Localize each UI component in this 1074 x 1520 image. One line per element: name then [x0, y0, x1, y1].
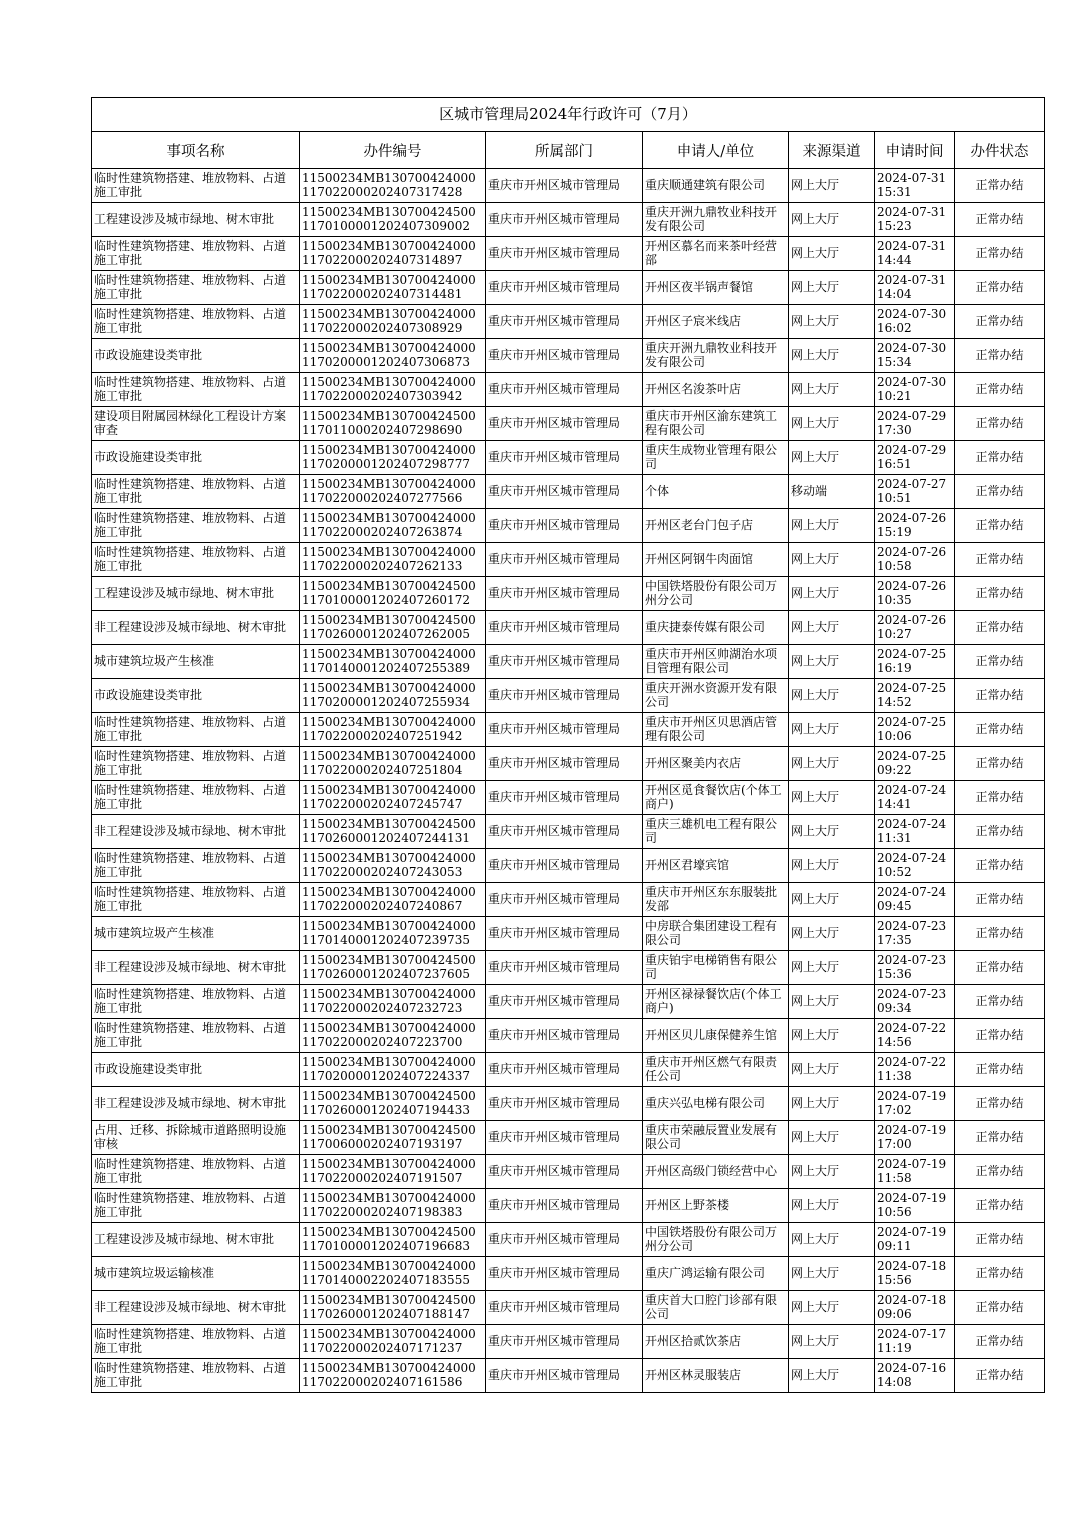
table-row [92, 1257, 1045, 1291]
cell-status: 正常办结 [955, 509, 1045, 543]
cell-case-number: 11500234MB130700424000117022000202407191507 [300, 1155, 486, 1189]
table-row [92, 1359, 1045, 1393]
cell-applicant: 开州区慕名而来茶叶经营部 [643, 237, 789, 271]
cell-case-number: 11500234MB1307004245001170100001202407260172 [300, 577, 486, 611]
cell-item-name: 临时性建筑物搭建、堆放物料、占道施工审批 [92, 1359, 300, 1393]
cell-channel: 网上大厅 [789, 1087, 875, 1121]
cell-channel: 网上大厅 [789, 1325, 875, 1359]
cell-status: 正常办结 [955, 1359, 1045, 1393]
header-case-number: 办件编号 [300, 132, 486, 169]
cell-channel: 网上大厅 [789, 203, 875, 237]
cell-status: 正常办结 [955, 985, 1045, 1019]
cell-case-number: 11500234MB130700424000117022000202407317428 [300, 169, 486, 203]
cell-item-name: 临时性建筑物搭建、堆放物料、占道施工审批 [92, 985, 300, 1019]
cell-item-name: 临时性建筑物搭建、堆放物料、占道施工审批 [92, 1189, 300, 1223]
cell-channel: 网上大厅 [789, 1019, 875, 1053]
cell-department: 重庆市开州区城市管理局 [486, 1155, 643, 1189]
cell-channel: 网上大厅 [789, 441, 875, 475]
cell-department: 重庆市开州区城市管理局 [486, 407, 643, 441]
cell-case-number: 11500234MB130700424000117022000202407243053 [300, 849, 486, 883]
header-channel: 来源渠道 [789, 132, 875, 169]
cell-apply-time: 2024-07-19 17:00 [875, 1121, 955, 1155]
cell-department: 重庆市开州区城市管理局 [486, 1291, 643, 1325]
cell-item-name: 非工程建设涉及城市绿地、树木审批 [92, 1291, 300, 1325]
cell-channel: 网上大厅 [789, 815, 875, 849]
cell-channel: 网上大厅 [789, 305, 875, 339]
cell-case-number: 11500234MB1307004245001170260001202407262005 [300, 611, 486, 645]
cell-item-name: 临时性建筑物搭建、堆放物料、占道施工审批 [92, 509, 300, 543]
cell-applicant: 重庆开洲九鼎牧业科技开发有限公司 [643, 339, 789, 373]
permit-table [91, 97, 1045, 1393]
cell-channel: 网上大厅 [789, 339, 875, 373]
cell-status: 正常办结 [955, 679, 1045, 713]
cell-status: 正常办结 [955, 747, 1045, 781]
cell-apply-time: 2024-07-17 11:19 [875, 1325, 955, 1359]
cell-applicant: 重庆市开州区渝东建筑工程有限公司 [643, 407, 789, 441]
cell-department: 重庆市开州区城市管理局 [486, 305, 643, 339]
cell-case-number: 11500234MB130700424000117022000202407314481 [300, 271, 486, 305]
cell-item-name: 临时性建筑物搭建、堆放物料、占道施工审批 [92, 747, 300, 781]
cell-item-name: 非工程建设涉及城市绿地、树木审批 [92, 611, 300, 645]
cell-item-name: 临时性建筑物搭建、堆放物料、占道施工审批 [92, 373, 300, 407]
cell-channel: 网上大厅 [789, 985, 875, 1019]
table-row [92, 1087, 1045, 1121]
cell-case-number: 11500234MB130700424000117022000202407251804 [300, 747, 486, 781]
table-row [92, 237, 1045, 271]
cell-item-name: 临时性建筑物搭建、堆放物料、占道施工审批 [92, 543, 300, 577]
cell-apply-time: 2024-07-22 14:56 [875, 1019, 955, 1053]
header-apply-time: 申请时间 [875, 132, 955, 169]
cell-case-number: 11500234MB1307004245001170260001202407194433 [300, 1087, 486, 1121]
cell-item-name: 临时性建筑物搭建、堆放物料、占道施工审批 [92, 169, 300, 203]
cell-item-name: 工程建设涉及城市绿地、树木审批 [92, 1223, 300, 1257]
cell-item-name: 临时性建筑物搭建、堆放物料、占道施工审批 [92, 849, 300, 883]
cell-channel: 网上大厅 [789, 407, 875, 441]
cell-applicant: 开州区高级门锁经营中心 [643, 1155, 789, 1189]
cell-apply-time: 2024-07-26 10:27 [875, 611, 955, 645]
cell-status: 正常办结 [955, 645, 1045, 679]
cell-channel: 网上大厅 [789, 237, 875, 271]
table-row [92, 849, 1045, 883]
cell-apply-time: 2024-07-29 16:51 [875, 441, 955, 475]
cell-department: 重庆市开州区城市管理局 [486, 441, 643, 475]
table-row [92, 713, 1045, 747]
cell-department: 重庆市开州区城市管理局 [486, 917, 643, 951]
cell-department: 重庆市开州区城市管理局 [486, 1087, 643, 1121]
cell-applicant: 中国铁塔股份有限公司万州分公司 [643, 577, 789, 611]
cell-apply-time: 2024-07-18 09:06 [875, 1291, 955, 1325]
cell-item-name: 工程建设涉及城市绿地、树木审批 [92, 203, 300, 237]
cell-applicant: 开州区夜半锅声餐馆 [643, 271, 789, 305]
cell-department: 重庆市开州区城市管理局 [486, 951, 643, 985]
cell-item-name: 临时性建筑物搭建、堆放物料、占道施工审批 [92, 305, 300, 339]
cell-status: 正常办结 [955, 849, 1045, 883]
cell-status: 正常办结 [955, 1155, 1045, 1189]
cell-status: 正常办结 [955, 305, 1045, 339]
cell-channel: 网上大厅 [789, 1359, 875, 1393]
cell-department: 重庆市开州区城市管理局 [486, 747, 643, 781]
cell-channel: 网上大厅 [789, 1155, 875, 1189]
cell-item-name: 非工程建设涉及城市绿地、树木审批 [92, 815, 300, 849]
cell-item-name: 城市建筑垃圾产生核准 [92, 917, 300, 951]
cell-status: 正常办结 [955, 1291, 1045, 1325]
table-row [92, 611, 1045, 645]
table-row [92, 781, 1045, 815]
cell-department: 重庆市开州区城市管理局 [486, 645, 643, 679]
cell-apply-time: 2024-07-31 15:31 [875, 169, 955, 203]
cell-department: 重庆市开州区城市管理局 [486, 237, 643, 271]
table-row [92, 373, 1045, 407]
cell-apply-time: 2024-07-19 11:58 [875, 1155, 955, 1189]
table-row [92, 1291, 1045, 1325]
cell-case-number: 11500234MB1307004245001170100001202407196683 [300, 1223, 486, 1257]
cell-department: 重庆市开州区城市管理局 [486, 815, 643, 849]
cell-item-name: 市政设施建设类审批 [92, 1053, 300, 1087]
table-body [92, 169, 1045, 1393]
cell-apply-time: 2024-07-25 14:52 [875, 679, 955, 713]
header-status: 办件状态 [955, 132, 1045, 169]
cell-case-number: 11500234MB1307004245001170260001202407237605 [300, 951, 486, 985]
header-item-name: 事项名称 [92, 132, 300, 169]
cell-department: 重庆市开州区城市管理局 [486, 543, 643, 577]
cell-item-name: 临时性建筑物搭建、堆放物料、占道施工审批 [92, 1155, 300, 1189]
cell-apply-time: 2024-07-31 15:23 [875, 203, 955, 237]
cell-channel: 网上大厅 [789, 781, 875, 815]
table-row [92, 917, 1045, 951]
table-row [92, 951, 1045, 985]
table-row [92, 679, 1045, 713]
cell-apply-time: 2024-07-25 16:19 [875, 645, 955, 679]
cell-status: 正常办结 [955, 1189, 1045, 1223]
table-row [92, 645, 1045, 679]
cell-case-number: 11500234MB130700424000117022000202407232723 [300, 985, 486, 1019]
table-row [92, 577, 1045, 611]
cell-channel: 网上大厅 [789, 543, 875, 577]
table-row [92, 271, 1045, 305]
cell-case-number: 11500234MB130700424000117022000202407171237 [300, 1325, 486, 1359]
cell-status: 正常办结 [955, 815, 1045, 849]
cell-item-name: 占用、迁移、拆除城市道路照明设施审核 [92, 1121, 300, 1155]
cell-case-number: 11500234MB130700424000117022000202407251942 [300, 713, 486, 747]
cell-status: 正常办结 [955, 1325, 1045, 1359]
cell-status: 正常办结 [955, 441, 1045, 475]
header-row [92, 132, 1045, 169]
cell-item-name: 市政设施建设类审批 [92, 441, 300, 475]
cell-department: 重庆市开州区城市管理局 [486, 373, 643, 407]
cell-status: 正常办结 [955, 475, 1045, 509]
table-row [92, 1189, 1045, 1223]
table-row [92, 985, 1045, 1019]
cell-applicant: 开州区老台门包子店 [643, 509, 789, 543]
cell-case-number: 11500234MB130700424000117022000202407314897 [300, 237, 486, 271]
table-row [92, 747, 1045, 781]
cell-case-number: 11500234MB130700424000117022000202407245747 [300, 781, 486, 815]
cell-applicant: 个体 [643, 475, 789, 509]
cell-apply-time: 2024-07-29 17:30 [875, 407, 955, 441]
cell-applicant: 开州区君壕宾馆 [643, 849, 789, 883]
cell-apply-time: 2024-07-23 17:35 [875, 917, 955, 951]
cell-case-number: 11500234MB1307004245001170100001202407309002 [300, 203, 486, 237]
cell-item-name: 临时性建筑物搭建、堆放物料、占道施工审批 [92, 475, 300, 509]
cell-applicant: 重庆兴弘电梯有限公司 [643, 1087, 789, 1121]
cell-applicant: 开州区聚美内衣店 [643, 747, 789, 781]
cell-applicant: 重庆首大口腔门诊部有限公司 [643, 1291, 789, 1325]
cell-case-number: 11500234MB1307004240001170200001202407306873 [300, 339, 486, 373]
cell-applicant: 重庆市开州区燃气有限责任公司 [643, 1053, 789, 1087]
table-row [92, 1155, 1045, 1189]
cell-applicant: 开州区上野茶楼 [643, 1189, 789, 1223]
cell-status: 正常办结 [955, 577, 1045, 611]
header-department: 所属部门 [486, 132, 643, 169]
cell-item-name: 临时性建筑物搭建、堆放物料、占道施工审批 [92, 781, 300, 815]
cell-case-number: 11500234MB130700424000117022000202407198383 [300, 1189, 486, 1223]
cell-channel: 网上大厅 [789, 1257, 875, 1291]
cell-applicant: 重庆三雄机电工程有限公司 [643, 815, 789, 849]
table-row [92, 1121, 1045, 1155]
cell-status: 正常办结 [955, 1223, 1045, 1257]
cell-item-name: 市政设施建设类审批 [92, 339, 300, 373]
cell-case-number: 11500234MB1307004240001170140002202407183555 [300, 1257, 486, 1291]
cell-apply-time: 2024-07-26 10:35 [875, 577, 955, 611]
cell-applicant: 重庆市开州区贝思酒店管理有限公司 [643, 713, 789, 747]
cell-applicant: 重庆市荣融辰置业发展有限公司 [643, 1121, 789, 1155]
cell-apply-time: 2024-07-18 15:56 [875, 1257, 955, 1291]
cell-applicant: 中房联合集团建设工程有限公司 [643, 917, 789, 951]
cell-department: 重庆市开州区城市管理局 [486, 713, 643, 747]
cell-item-name: 市政设施建设类审批 [92, 679, 300, 713]
cell-apply-time: 2024-07-19 10:56 [875, 1189, 955, 1223]
cell-status: 正常办结 [955, 1257, 1045, 1291]
cell-channel: 网上大厅 [789, 577, 875, 611]
cell-department: 重庆市开州区城市管理局 [486, 781, 643, 815]
cell-case-number: 11500234MB130700424000117022000202407308929 [300, 305, 486, 339]
cell-channel: 网上大厅 [789, 917, 875, 951]
cell-channel: 网上大厅 [789, 713, 875, 747]
cell-channel: 网上大厅 [789, 645, 875, 679]
cell-applicant: 开州区禄禄餐饮店(个体工商户) [643, 985, 789, 1019]
cell-channel: 网上大厅 [789, 1291, 875, 1325]
cell-status: 正常办结 [955, 169, 1045, 203]
cell-status: 正常办结 [955, 1087, 1045, 1121]
cell-department: 重庆市开州区城市管理局 [486, 1053, 643, 1087]
cell-apply-time: 2024-07-25 09:22 [875, 747, 955, 781]
cell-apply-time: 2024-07-24 10:52 [875, 849, 955, 883]
table-row [92, 475, 1045, 509]
cell-apply-time: 2024-07-24 14:41 [875, 781, 955, 815]
cell-apply-time: 2024-07-31 14:44 [875, 237, 955, 271]
cell-item-name: 临时性建筑物搭建、堆放物料、占道施工审批 [92, 271, 300, 305]
cell-department: 重庆市开州区城市管理局 [486, 339, 643, 373]
cell-case-number: 11500234MB130700424000117022000202407263874 [300, 509, 486, 543]
cell-applicant: 开州区阿钢牛肉面馆 [643, 543, 789, 577]
cell-case-number: 11500234MB1307004240001170140001202407239735 [300, 917, 486, 951]
cell-applicant: 重庆生成物业管理有限公司 [643, 441, 789, 475]
cell-case-number: 11500234MB1307004240001170200001202407255934 [300, 679, 486, 713]
cell-applicant: 中国铁塔股份有限公司万州分公司 [643, 1223, 789, 1257]
cell-item-name: 城市建筑垃圾运输核准 [92, 1257, 300, 1291]
cell-item-name: 工程建设涉及城市绿地、树木审批 [92, 577, 300, 611]
cell-status: 正常办结 [955, 237, 1045, 271]
cell-case-number: 11500234MB1307004245001170260001202407188147 [300, 1291, 486, 1325]
cell-apply-time: 2024-07-26 15:19 [875, 509, 955, 543]
table-row [92, 441, 1045, 475]
cell-channel: 网上大厅 [789, 1223, 875, 1257]
cell-item-name: 城市建筑垃圾产生核准 [92, 645, 300, 679]
cell-applicant: 重庆开洲九鼎牧业科技开发有限公司 [643, 203, 789, 237]
cell-channel: 网上大厅 [789, 611, 875, 645]
cell-applicant: 重庆市开州区东东服装批发部 [643, 883, 789, 917]
cell-apply-time: 2024-07-30 10:21 [875, 373, 955, 407]
cell-channel: 网上大厅 [789, 849, 875, 883]
cell-applicant: 开州区名浚茶叶店 [643, 373, 789, 407]
cell-applicant: 开州区林灵服装店 [643, 1359, 789, 1393]
cell-department: 重庆市开州区城市管理局 [486, 849, 643, 883]
cell-status: 正常办结 [955, 543, 1045, 577]
cell-channel: 网上大厅 [789, 883, 875, 917]
cell-apply-time: 2024-07-19 09:11 [875, 1223, 955, 1257]
cell-status: 正常办结 [955, 781, 1045, 815]
table-row [92, 1053, 1045, 1087]
cell-item-name: 临时性建筑物搭建、堆放物料、占道施工审批 [92, 713, 300, 747]
cell-department: 重庆市开州区城市管理局 [486, 169, 643, 203]
cell-applicant: 重庆广鸿运输有限公司 [643, 1257, 789, 1291]
cell-case-number: 11500234MB130700424500117006000202407193197 [300, 1121, 486, 1155]
cell-apply-time: 2024-07-23 15:36 [875, 951, 955, 985]
cell-case-number: 11500234MB1307004240001170140001202407255389 [300, 645, 486, 679]
cell-case-number: 11500234MB130700424000117022000202407240867 [300, 883, 486, 917]
cell-channel: 网上大厅 [789, 1121, 875, 1155]
table-row [92, 1325, 1045, 1359]
table-row [92, 339, 1045, 373]
cell-apply-time: 2024-07-22 11:38 [875, 1053, 955, 1087]
cell-department: 重庆市开州区城市管理局 [486, 475, 643, 509]
cell-apply-time: 2024-07-24 09:45 [875, 883, 955, 917]
cell-status: 正常办结 [955, 271, 1045, 305]
cell-case-number: 11500234MB130700424000117022000202407161586 [300, 1359, 486, 1393]
cell-channel: 网上大厅 [789, 169, 875, 203]
cell-applicant: 开州区贝儿康保健养生馆 [643, 1019, 789, 1053]
cell-status: 正常办结 [955, 339, 1045, 373]
cell-status: 正常办结 [955, 883, 1045, 917]
cell-apply-time: 2024-07-19 17:02 [875, 1087, 955, 1121]
table-row [92, 883, 1045, 917]
cell-channel: 网上大厅 [789, 509, 875, 543]
cell-apply-time: 2024-07-16 14:08 [875, 1359, 955, 1393]
cell-channel: 网上大厅 [789, 747, 875, 781]
cell-item-name: 临时性建筑物搭建、堆放物料、占道施工审批 [92, 1019, 300, 1053]
cell-channel: 网上大厅 [789, 679, 875, 713]
table-row [92, 543, 1045, 577]
table-row [92, 203, 1045, 237]
cell-channel: 移动端 [789, 475, 875, 509]
cell-apply-time: 2024-07-26 10:58 [875, 543, 955, 577]
cell-department: 重庆市开州区城市管理局 [486, 509, 643, 543]
cell-status: 正常办结 [955, 203, 1045, 237]
cell-department: 重庆市开州区城市管理局 [486, 1121, 643, 1155]
cell-department: 重庆市开州区城市管理局 [486, 1325, 643, 1359]
cell-channel: 网上大厅 [789, 373, 875, 407]
cell-channel: 网上大厅 [789, 1053, 875, 1087]
cell-status: 正常办结 [955, 373, 1045, 407]
cell-item-name: 非工程建设涉及城市绿地、树木审批 [92, 1087, 300, 1121]
cell-apply-time: 2024-07-27 10:51 [875, 475, 955, 509]
cell-applicant: 重庆捷泰传媒有限公司 [643, 611, 789, 645]
table-row [92, 815, 1045, 849]
cell-status: 正常办结 [955, 713, 1045, 747]
cell-applicant: 重庆铂宇电梯销售有限公司 [643, 951, 789, 985]
cell-status: 正常办结 [955, 951, 1045, 985]
cell-case-number: 11500234MB130700424000117022000202407262133 [300, 543, 486, 577]
cell-item-name: 非工程建设涉及城市绿地、树木审批 [92, 951, 300, 985]
cell-department: 重庆市开州区城市管理局 [486, 985, 643, 1019]
cell-status: 正常办结 [955, 611, 1045, 645]
cell-status: 正常办结 [955, 407, 1045, 441]
table-row [92, 1223, 1045, 1257]
cell-case-number: 11500234MB130700424000117022000202407277566 [300, 475, 486, 509]
cell-status: 正常办结 [955, 1121, 1045, 1155]
cell-item-name: 建设项目附属园林绿化工程设计方案审查 [92, 407, 300, 441]
cell-applicant: 重庆顺通建筑有限公司 [643, 169, 789, 203]
cell-status: 正常办结 [955, 1053, 1045, 1087]
cell-case-number: 11500234MB1307004240001170200001202407298777 [300, 441, 486, 475]
table-row [92, 509, 1045, 543]
table-row [92, 407, 1045, 441]
cell-department: 重庆市开州区城市管理局 [486, 1257, 643, 1291]
cell-applicant: 开州区子宸米线店 [643, 305, 789, 339]
cell-department: 重庆市开州区城市管理局 [486, 679, 643, 713]
cell-department: 重庆市开州区城市管理局 [486, 883, 643, 917]
cell-case-number: 11500234MB130700424000117022000202407223700 [300, 1019, 486, 1053]
cell-item-name: 临时性建筑物搭建、堆放物料、占道施工审批 [92, 883, 300, 917]
table-row [92, 169, 1045, 203]
cell-applicant: 开州区拾贰饮茶店 [643, 1325, 789, 1359]
cell-department: 重庆市开州区城市管理局 [486, 1019, 643, 1053]
cell-department: 重庆市开州区城市管理局 [486, 611, 643, 645]
cell-channel: 网上大厅 [789, 271, 875, 305]
cell-department: 重庆市开州区城市管理局 [486, 271, 643, 305]
cell-case-number: 11500234MB1307004245001170260001202407244131 [300, 815, 486, 849]
table-row [92, 305, 1045, 339]
cell-channel: 网上大厅 [789, 1189, 875, 1223]
cell-item-name: 临时性建筑物搭建、堆放物料、占道施工审批 [92, 237, 300, 271]
cell-department: 重庆市开州区城市管理局 [486, 203, 643, 237]
cell-case-number: 11500234MB1307004240001170200001202407224337 [300, 1053, 486, 1087]
cell-applicant: 重庆市开州区帅湖治水项目管理有限公司 [643, 645, 789, 679]
cell-apply-time: 2024-07-23 09:34 [875, 985, 955, 1019]
cell-apply-time: 2024-07-31 14:04 [875, 271, 955, 305]
cell-department: 重庆市开州区城市管理局 [486, 1359, 643, 1393]
cell-department: 重庆市开州区城市管理局 [486, 1223, 643, 1257]
table-title: 区城市管理局2024年行政许可（7月） [91, 97, 1045, 131]
cell-apply-time: 2024-07-30 16:02 [875, 305, 955, 339]
header-applicant: 申请人/单位 [643, 132, 789, 169]
cell-case-number: 11500234MB130700424000117022000202407303942 [300, 373, 486, 407]
cell-status: 正常办结 [955, 917, 1045, 951]
table-row [92, 1019, 1045, 1053]
cell-applicant: 重庆开洲水资源开发有限公司 [643, 679, 789, 713]
cell-apply-time: 2024-07-25 10:06 [875, 713, 955, 747]
cell-case-number: 11500234MB130700424500117011000202407298690 [300, 407, 486, 441]
cell-status: 正常办结 [955, 1019, 1045, 1053]
cell-apply-time: 2024-07-24 11:31 [875, 815, 955, 849]
cell-apply-time: 2024-07-30 15:34 [875, 339, 955, 373]
cell-item-name: 临时性建筑物搭建、堆放物料、占道施工审批 [92, 1325, 300, 1359]
cell-department: 重庆市开州区城市管理局 [486, 577, 643, 611]
cell-applicant: 开州区觅食餐饮店(个体工商户) [643, 781, 789, 815]
cell-department: 重庆市开州区城市管理局 [486, 1189, 643, 1223]
cell-channel: 网上大厅 [789, 951, 875, 985]
